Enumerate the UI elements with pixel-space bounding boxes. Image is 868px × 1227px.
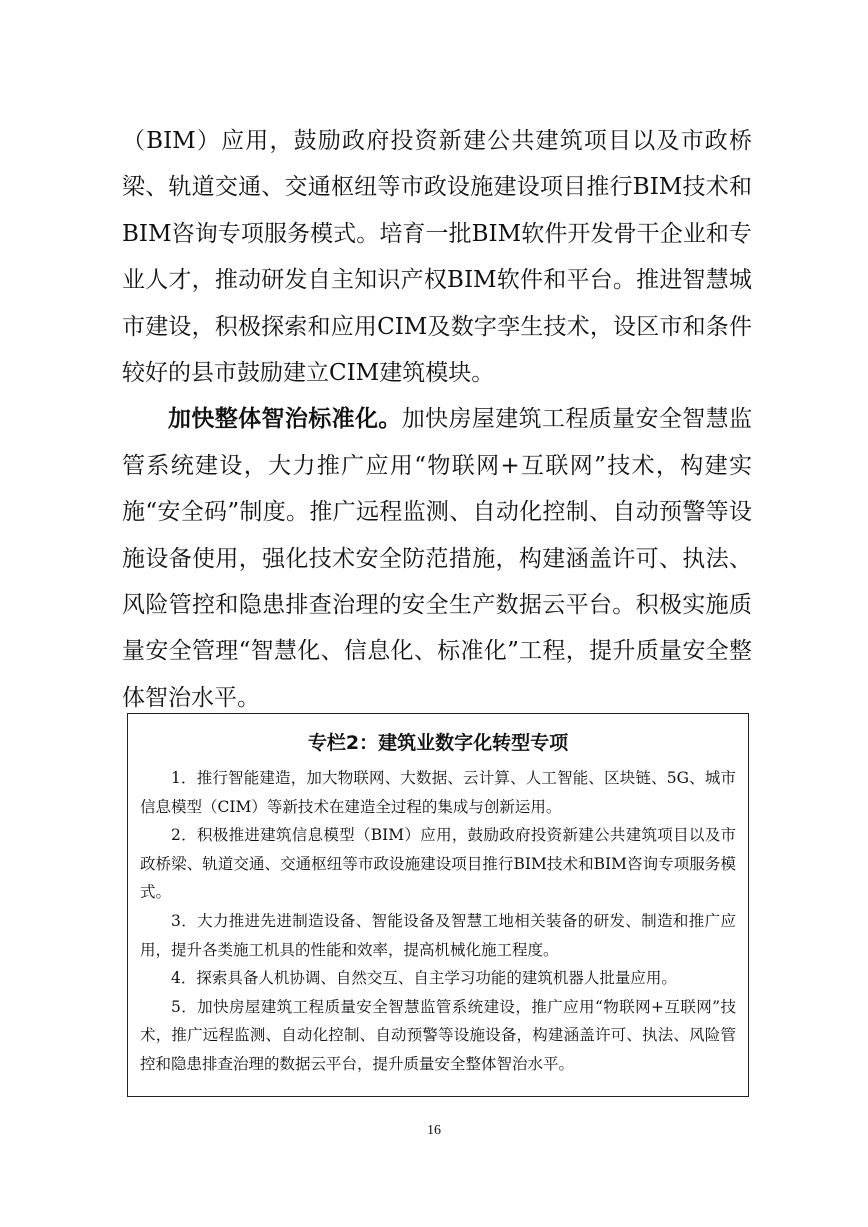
box-item: 1．推行智能建造，加大物联网、大数据、云计算、人工智能、区块链、5G、城市信息模型（CIM）等新技术在建造全过程的集成与创新运用。 — [140, 769, 736, 816]
box-item-list — [140, 764, 736, 1079]
box-item: 2．积极推进建筑信息模型（BIM）应用，鼓励政府投资新建公共建筑项目以及市政桥梁、轨道交通、交通枢纽等市政设施建设项目推行BIM技术和BIM咨询专项服务模式。 — [140, 826, 736, 902]
paragraph-smart-governance — [122, 396, 752, 721]
box-item: 3．大力推进先进制造设备、智能设备及智慧工地相关装备的研发、制造和推广应用，提升各类施工机具的性能和效率，提高机械化施工程度。 — [140, 911, 736, 959]
box-item: 4．探索具备人机协调、自然交互、自主学习功能的建筑机器人批量应用。 — [171, 969, 677, 988]
paragraph-lead-heading: 加快整体智治标准化。 — [168, 406, 402, 433]
paragraph-body: 加快房屋建筑工程质量安全智慧监管系统建设，大力推广应用“物联网+互联网”技术，构建实施“安全码”制度。推广远程监测、自动化控制、自动预警等设施设备使用，强化技术安全防范措施，构建涵盖许可、执法、风险管控和隐患排查治理的安全生产数据云平台。积极实施质量安全管理“智慧化、信息化、标准化”工程，提升质量安全整体智治水平。 — [122, 406, 752, 711]
column-box — [127, 713, 749, 1097]
box-title: 专栏2：建筑业数字化转型专项 — [307, 732, 569, 754]
body-text — [122, 118, 752, 721]
paragraph-bim: （BIM）应用，鼓励政府投资新建公共建筑项目以及市政桥梁、轨道交通、交通枢纽等市政设施建设项目推行BIM技术和BIM咨询专项服务模式。培育一批BIM软件开发骨干企业和专业人才，推动研发自主知识产权BIM软件和平台。推进智慧城市建设，积极探索和应用CIM及数字孪生技术，设区市和条件较好的县市鼓励建立CIM建筑模块。 — [122, 128, 752, 387]
box-item: 5．加快房屋建筑工程质量安全智慧监管系统建设，推广应用“物联网+互联网”技术，推广远程监测、自动化控制、自动预警等设施设备，构建涵盖许可、执法、风险管控和隐患排查治理的数据云平台，提升质量安全整体智治水平。 — [140, 997, 736, 1073]
page-number: 16 — [427, 1123, 441, 1138]
